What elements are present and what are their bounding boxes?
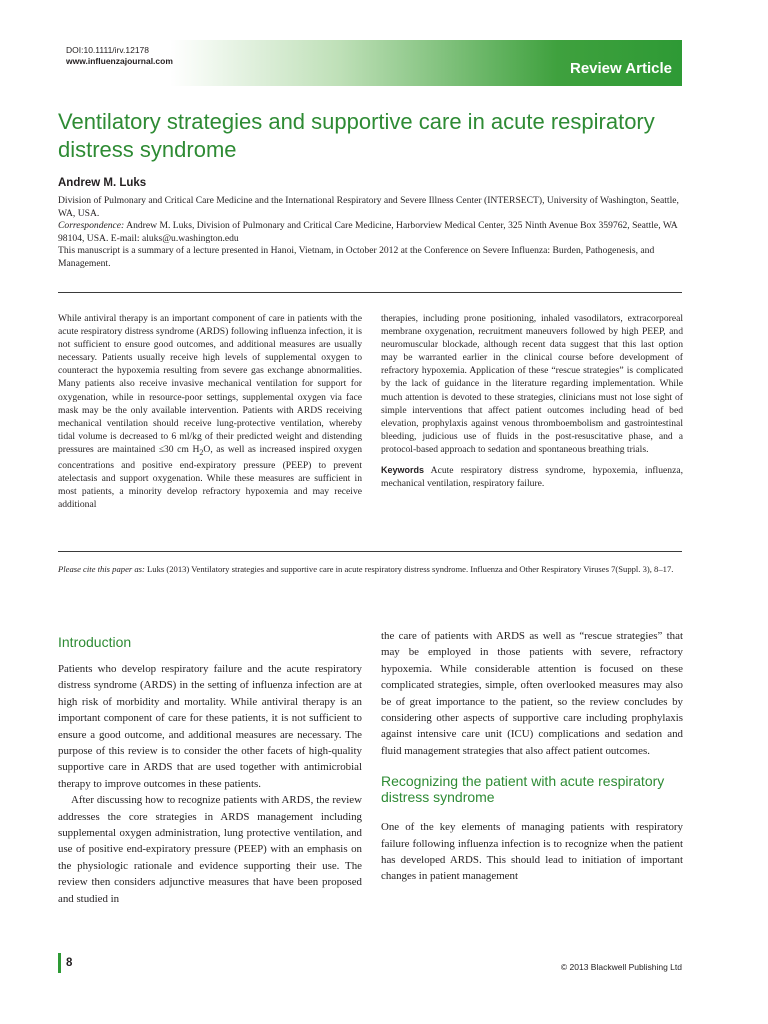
intro-paragraph-1: Patients who develop respiratory failure and the acute respiratory distress syndrome (ARDS) in the setting of influenza infection are at high risk of morbidity and mortality. While antiviral therapy is an important component of care for these patients, it is not sufficient to ensure a good outcome, and additional measures are necessary. The purpose of this review is to consider the other facets of high-quality supportive care in ARDS that are used together with antimicrobial therapy to improve outcomes in these patients. [58,663,362,790]
footer-accent-bar [58,953,61,973]
keywords-text: Acute respiratory distress syndrome, hypoxemia, influenza, mechanical ventilation, respiratory failure. [381,465,683,490]
article-title: Ventilatory strategies and supportive care in acute respiratory distress syndrome [58,109,655,162]
subscript-2: 2 [199,447,204,457]
abstract-right [381,312,683,490]
citation-text: Luks (2013) Ventilatory strategies and supportive care in acute respiratory distress syndrome. Influenza and Other Respiratory Viruses 7(Suppl. 3), 8–17. [147,564,674,574]
top-rule [58,292,682,293]
affiliation-block [58,195,684,271]
right-paragraph-1: the care of patients with ARDS as well as “rescue strategies” that may be employed in those patients with severe, refractory hypoxemia. While considerable attention is focused on these complicated strategies, simple, often overlooked measures may also be of great importance to the patient, so the review concludes by considering other aspects of supportive care including prophylaxis against intensive care unit (ICU) complications and sedation and fluid management strategies that also affect patient outcomes. [381,630,683,757]
author-name: Andrew M. Luks [58,177,147,189]
citation-label: Please cite this paper as: [58,564,145,574]
introduction-heading: Introduction [58,634,132,650]
intro-paragraph-2: After discussing how to recognize patients with ARDS, the review addresses the core strategies in ARDS management including supplemental oxygen administration, lung protective ventilation, and use of positive end-expiratory pressure (PEEP) with an emphasis on the physiologic rationale and evidence supporting their use. The review then considers adjunctive measures that have been proposed and studied in [58,794,362,905]
page-number: 8 [66,957,73,969]
correspondence [58,220,684,245]
abstract-left-part-b: O, as well as increased inspired oxygen concentrations and positive end-expiratory pressure (PEEP) to prevent atelectasis and support oxygenation. While these measures are sufficient in most patients, a minority develop refractory hypoxemia and may receive additional [58,443,362,511]
recognizing-heading: Recognizing the patient with acute respiratory distress syndrome [381,773,665,806]
abstract-text-right: therapies, including prone positioning, inhaled vasodilators, extracorporeal membrane oxygenation, recruitment maneuvers followed by high PEEP, and neuromuscular blockade, although recent data suggest that this last option may be warranted earlier in the clinical course before development of refractory hypoxemia. Application of these “rescue strategies” is complicated by the lack of guidance in the literature regarding implementation. While much attention is devoted to these strategies, clinicians must not lose sight of simple interventions that affect patient outcomes including head of bed elevation, prophylaxis against venous thromboembolism and gastrointestinal bleeding, judicious use of fluids in the post-resuscitative phase, and a protocol-based approach to sedation and spontaneous breathing trials. [381,313,683,455]
affiliation: Division of Pulmonary and Critical Care Medicine and the International Respiratory and Severe Illness Center (INTERSECT), University of Washington, Seattle, WA, USA. [58,195,679,219]
lecture-note: This manuscript is a summary of a lecture presented in Hanoi, Vietnam, in October 2012 at the Conference on Severe Influenza: Burden, Pathogenesis, and Management. [58,245,655,269]
abstract-left [58,312,362,511]
keywords [381,464,683,490]
correspondence-text: Andrew M. Luks, Division of Pulmonary and Critical Care Medicine, Harborview Medical Center, 325 Ninth Avenue Box 359762, Seattle, WA 98104, USA. E-mail: aluks@u.washington.edu [58,220,678,244]
doi-block [66,45,173,67]
copyright: © 2013 Blackwell Publishing Ltd [560,962,682,972]
journal-url[interactable]: www.influenzajournal.com [66,56,173,66]
abstract-left-part-a: While antiviral therapy is an important component of care in patients with the acute respiratory distress syndrome (ARDS) following influenza infection, it is not sufficient to ensure good outcomes, and additional measures are usually necessary. Patients usually receive high levels of supplemental oxygen to counteract the hypoxemia resulting from severe gas exchange abnormalities. Many patients also receive invasive mechanical ventilation for support for oxygenation, while in resource-poor settings, supplemental oxygen via face mask may be the only available intervention. Patients with ARDS receiving mechanical ventilation should receive lung-protective ventilation, whereby tidal volume is decreased to 6 ml/kg of their predicted weight and distending pressures are maintained ≤30 cm H [58,313,362,455]
section-label: Review Article [570,60,672,77]
middle-rule [58,551,682,552]
recognizing-paragraph-1: One of the key elements of managing patients with respiratory failure following influenza infection is to recognize when the patient has developed ARDS. This should lead to initiation of important changes in patient management [381,821,683,883]
keywords-label: Keywords [381,465,425,476]
citation-block [58,563,684,575]
doi-text: DOI:10.1111/irv.12178 [66,45,150,55]
correspondence-label: Correspondence: [58,220,125,232]
body-column-left [58,634,362,907]
abstract-text-left [58,312,362,511]
body-column-right [381,628,683,885]
